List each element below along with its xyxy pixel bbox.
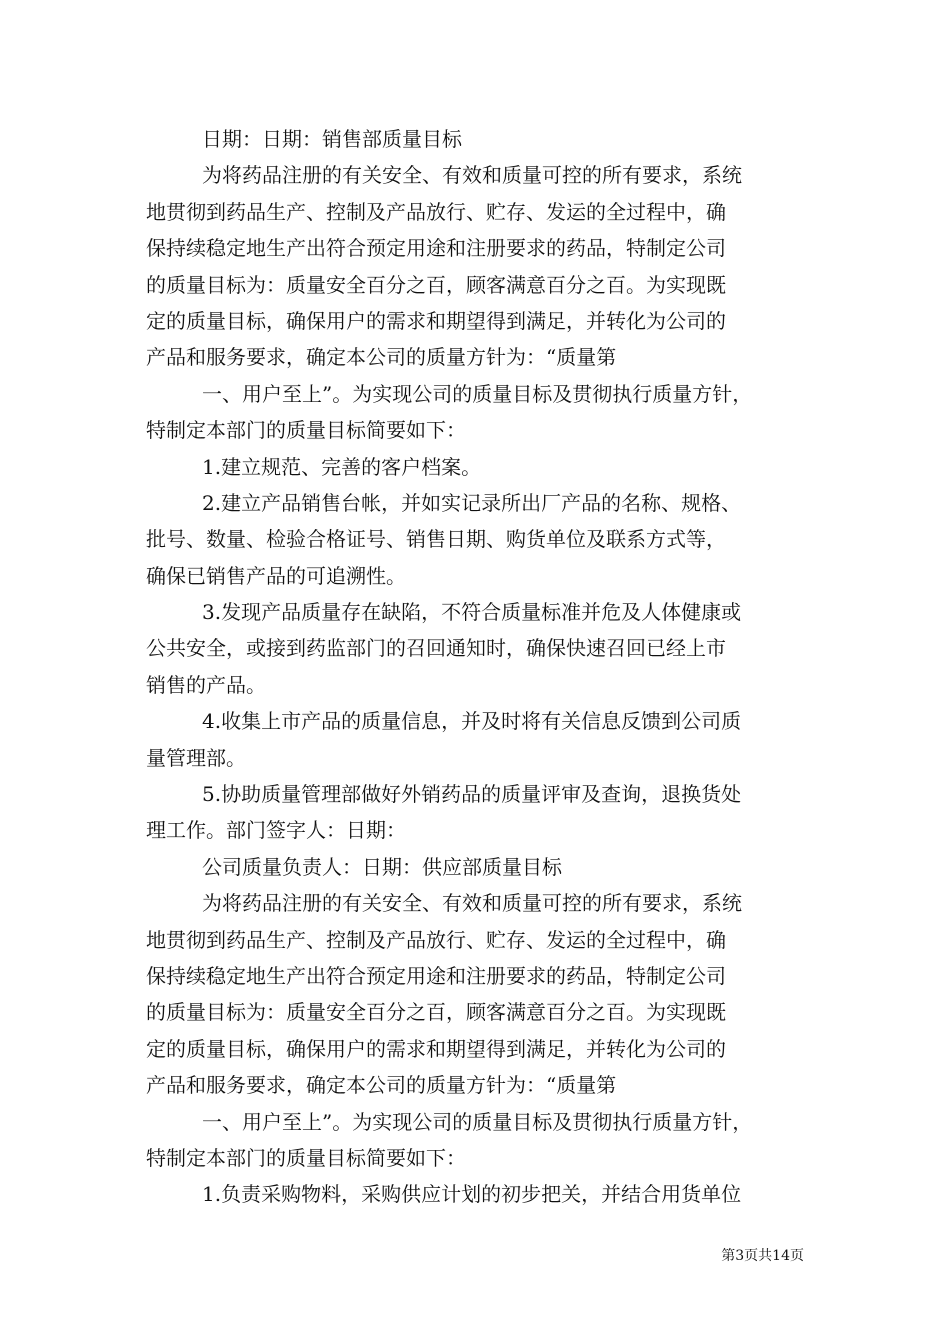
text-line: 地贯彻到药品生产、控制及产品放行、贮存、发运的全过程中，确 xyxy=(146,927,726,952)
text-line: 保持续稳定地生产出符合预定用途和注册要求的药品，特制定公司 xyxy=(146,963,726,988)
text-line: 公共安全，或接到药监部门的召回通知时，确保快速召回已经上市 xyxy=(146,636,726,661)
text-line: 3.发现产品质量存在缺陷，不符合质量标准并危及人体健康或 xyxy=(202,600,742,625)
text-line: 确保已销售产品的可追溯性。 xyxy=(146,563,406,588)
text-line: 保持续稳定地生产出符合预定用途和注册要求的药品，特制定公司 xyxy=(146,236,726,261)
text-line: 量管理部。 xyxy=(146,745,246,770)
text-line: 日期：日期：销售部质量目标 xyxy=(202,127,462,151)
text-line: 1.负责采购物料，采购供应计划的初步把关，并结合用货单位 xyxy=(202,1182,742,1207)
page-number-footer: 第3页共14页 xyxy=(721,1248,804,1264)
text-line: 的质量目标为：质量安全百分之百，顾客满意百分之百。为实现既 xyxy=(146,272,726,297)
text-line: 2.建立产品销售台帐，并如实记录所出厂产品的名称、规格、 xyxy=(202,490,742,515)
text-line: 产品和服务要求，确定本公司的质量方针为：“质量第 xyxy=(146,345,617,370)
document-body xyxy=(146,121,818,1213)
text-line: 理工作。部门签字人：日期： xyxy=(146,818,406,843)
text-line: 的质量目标为：质量安全百分之百，顾客满意百分之百。为实现既 xyxy=(146,1000,726,1025)
text-line: 定的质量目标，确保用户的需求和期望得到满足，并转化为公司的 xyxy=(146,308,726,333)
text-line: 4.收集上市产品的质量信息，并及时将有关信息反馈到公司质 xyxy=(202,709,742,734)
text-line: 1.建立规范、完善的客户档案。 xyxy=(202,454,482,479)
text-line: 定的质量目标，确保用户的需求和期望得到满足，并转化为公司的 xyxy=(146,1036,726,1061)
text-line: 地贯彻到药品生产、控制及产品放行、贮存、发运的全过程中，确 xyxy=(146,199,726,224)
text-line: 销售的产品。 xyxy=(146,672,266,697)
text-line: 为将药品注册的有关安全、有效和质量可控的所有要求，系统 xyxy=(202,891,742,916)
text-line: 产品和服务要求，确定本公司的质量方针为：“质量第 xyxy=(146,1073,617,1098)
text-line: 特制定本部门的质量目标简要如下： xyxy=(146,1145,466,1170)
text-line: 特制定本部门的质量目标简要如下： xyxy=(146,418,466,443)
text-line: 为将药品注册的有关安全、有效和质量可控的所有要求，系统 xyxy=(202,163,742,188)
text-line: 一、用户至上”。为实现公司的质量目标及贯彻执行质量方针， xyxy=(202,381,753,406)
text-line: 5.协助质量管理部做好外销药品的质量评审及查询，退换货处 xyxy=(202,782,742,807)
text-line: 公司质量负责人：日期：供应部质量目标 xyxy=(202,854,562,879)
text-line: 批号、数量、检验合格证号、销售日期、购货单位及联系方式等， xyxy=(146,527,726,552)
text-line: 一、用户至上”。为实现公司的质量目标及贯彻执行质量方针， xyxy=(202,1109,753,1134)
